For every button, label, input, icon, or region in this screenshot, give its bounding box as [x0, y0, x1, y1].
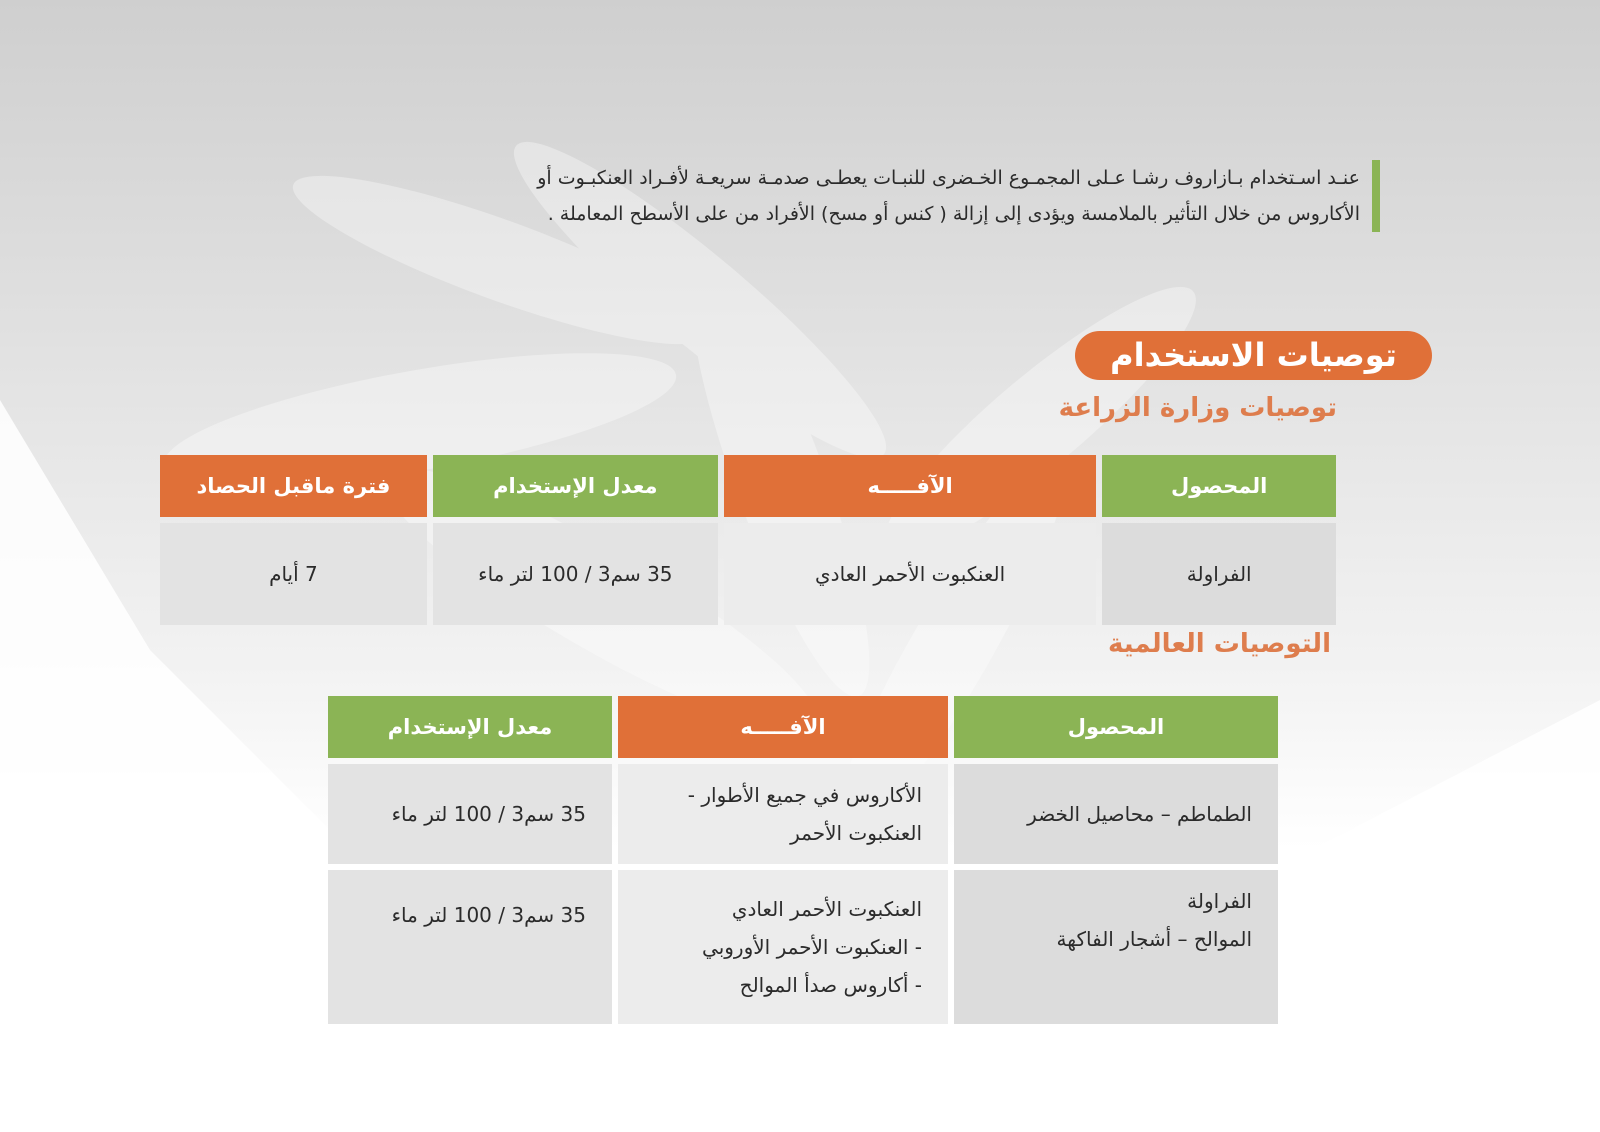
cell-crop: الفراولة — [1102, 523, 1336, 625]
cell-rate — [328, 870, 612, 1024]
cell-line: الأكاروس في جميع الأطوار - — [687, 783, 922, 807]
intro-line-2: الأكاروس من خلال التأثير بالملامسة ويؤدى إلى إزالة ( كنس أو مسح) الأفراد من على الأسطح المعاملة . — [547, 203, 1360, 225]
cell-crop — [954, 764, 1278, 864]
cell-line: - أكاروس صدأ الموالح — [739, 973, 922, 997]
cell-line: - العنكبوت الأحمر الأوروبي — [702, 935, 922, 959]
header-pest: الآفـــــه — [618, 696, 948, 758]
cell-pest — [618, 870, 948, 1024]
global-table — [322, 690, 1284, 1030]
header-crop: المحصول — [1102, 455, 1336, 517]
cell-pest: العنكبوت الأحمر العادي — [724, 523, 1097, 625]
section-title-badge: توصيات الاستخدام — [1075, 331, 1432, 380]
cell-rate: 35 سم3 / 100 لتر ماء — [433, 523, 718, 625]
cell-line: العنكبوت الأحمر — [790, 821, 922, 845]
table-row — [328, 764, 1278, 864]
header-rate: معدل الإستخدام — [328, 696, 612, 758]
cell-crop — [954, 870, 1278, 1024]
table-row — [328, 870, 1278, 1024]
table-header-row — [328, 696, 1278, 758]
cell-line: العنكبوت الأحمر العادي — [731, 897, 922, 921]
cell-pest — [618, 764, 948, 864]
global-heading: التوصيات العالمية — [1108, 629, 1331, 659]
header-crop: المحصول — [954, 696, 1278, 758]
cell-rate — [328, 764, 612, 864]
ministry-table — [154, 449, 1342, 631]
table-row — [160, 523, 1336, 625]
intro-paragraph — [270, 160, 1380, 232]
cell-line: 35 سم3 / 100 لتر ماء — [391, 802, 586, 826]
header-pest: الآفـــــه — [724, 455, 1097, 517]
intro-line-1: عنـد اسـتخدام بـازاروف رشـا عـلى المجمـوع الخـضرى للنبـات يعطـى صدمـة سريعـة لأفـراد العنكبـوت أو — [537, 167, 1360, 189]
header-phi: فترة ماقبل الحصاد — [160, 455, 427, 517]
cell-line: الطماطم – محاصيل الخضر — [1027, 802, 1252, 826]
table-header-row — [160, 455, 1336, 517]
ministry-heading: توصيات وزارة الزراعة — [1058, 393, 1337, 423]
header-rate: معدل الإستخدام — [433, 455, 718, 517]
cell-line: الفراولة — [1187, 889, 1252, 913]
cell-line: الموالح – أشجار الفاكهة — [1056, 927, 1252, 951]
cell-line: 35 سم3 / 100 لتر ماء — [391, 903, 586, 927]
cell-phi: 7 أيام — [160, 523, 427, 625]
